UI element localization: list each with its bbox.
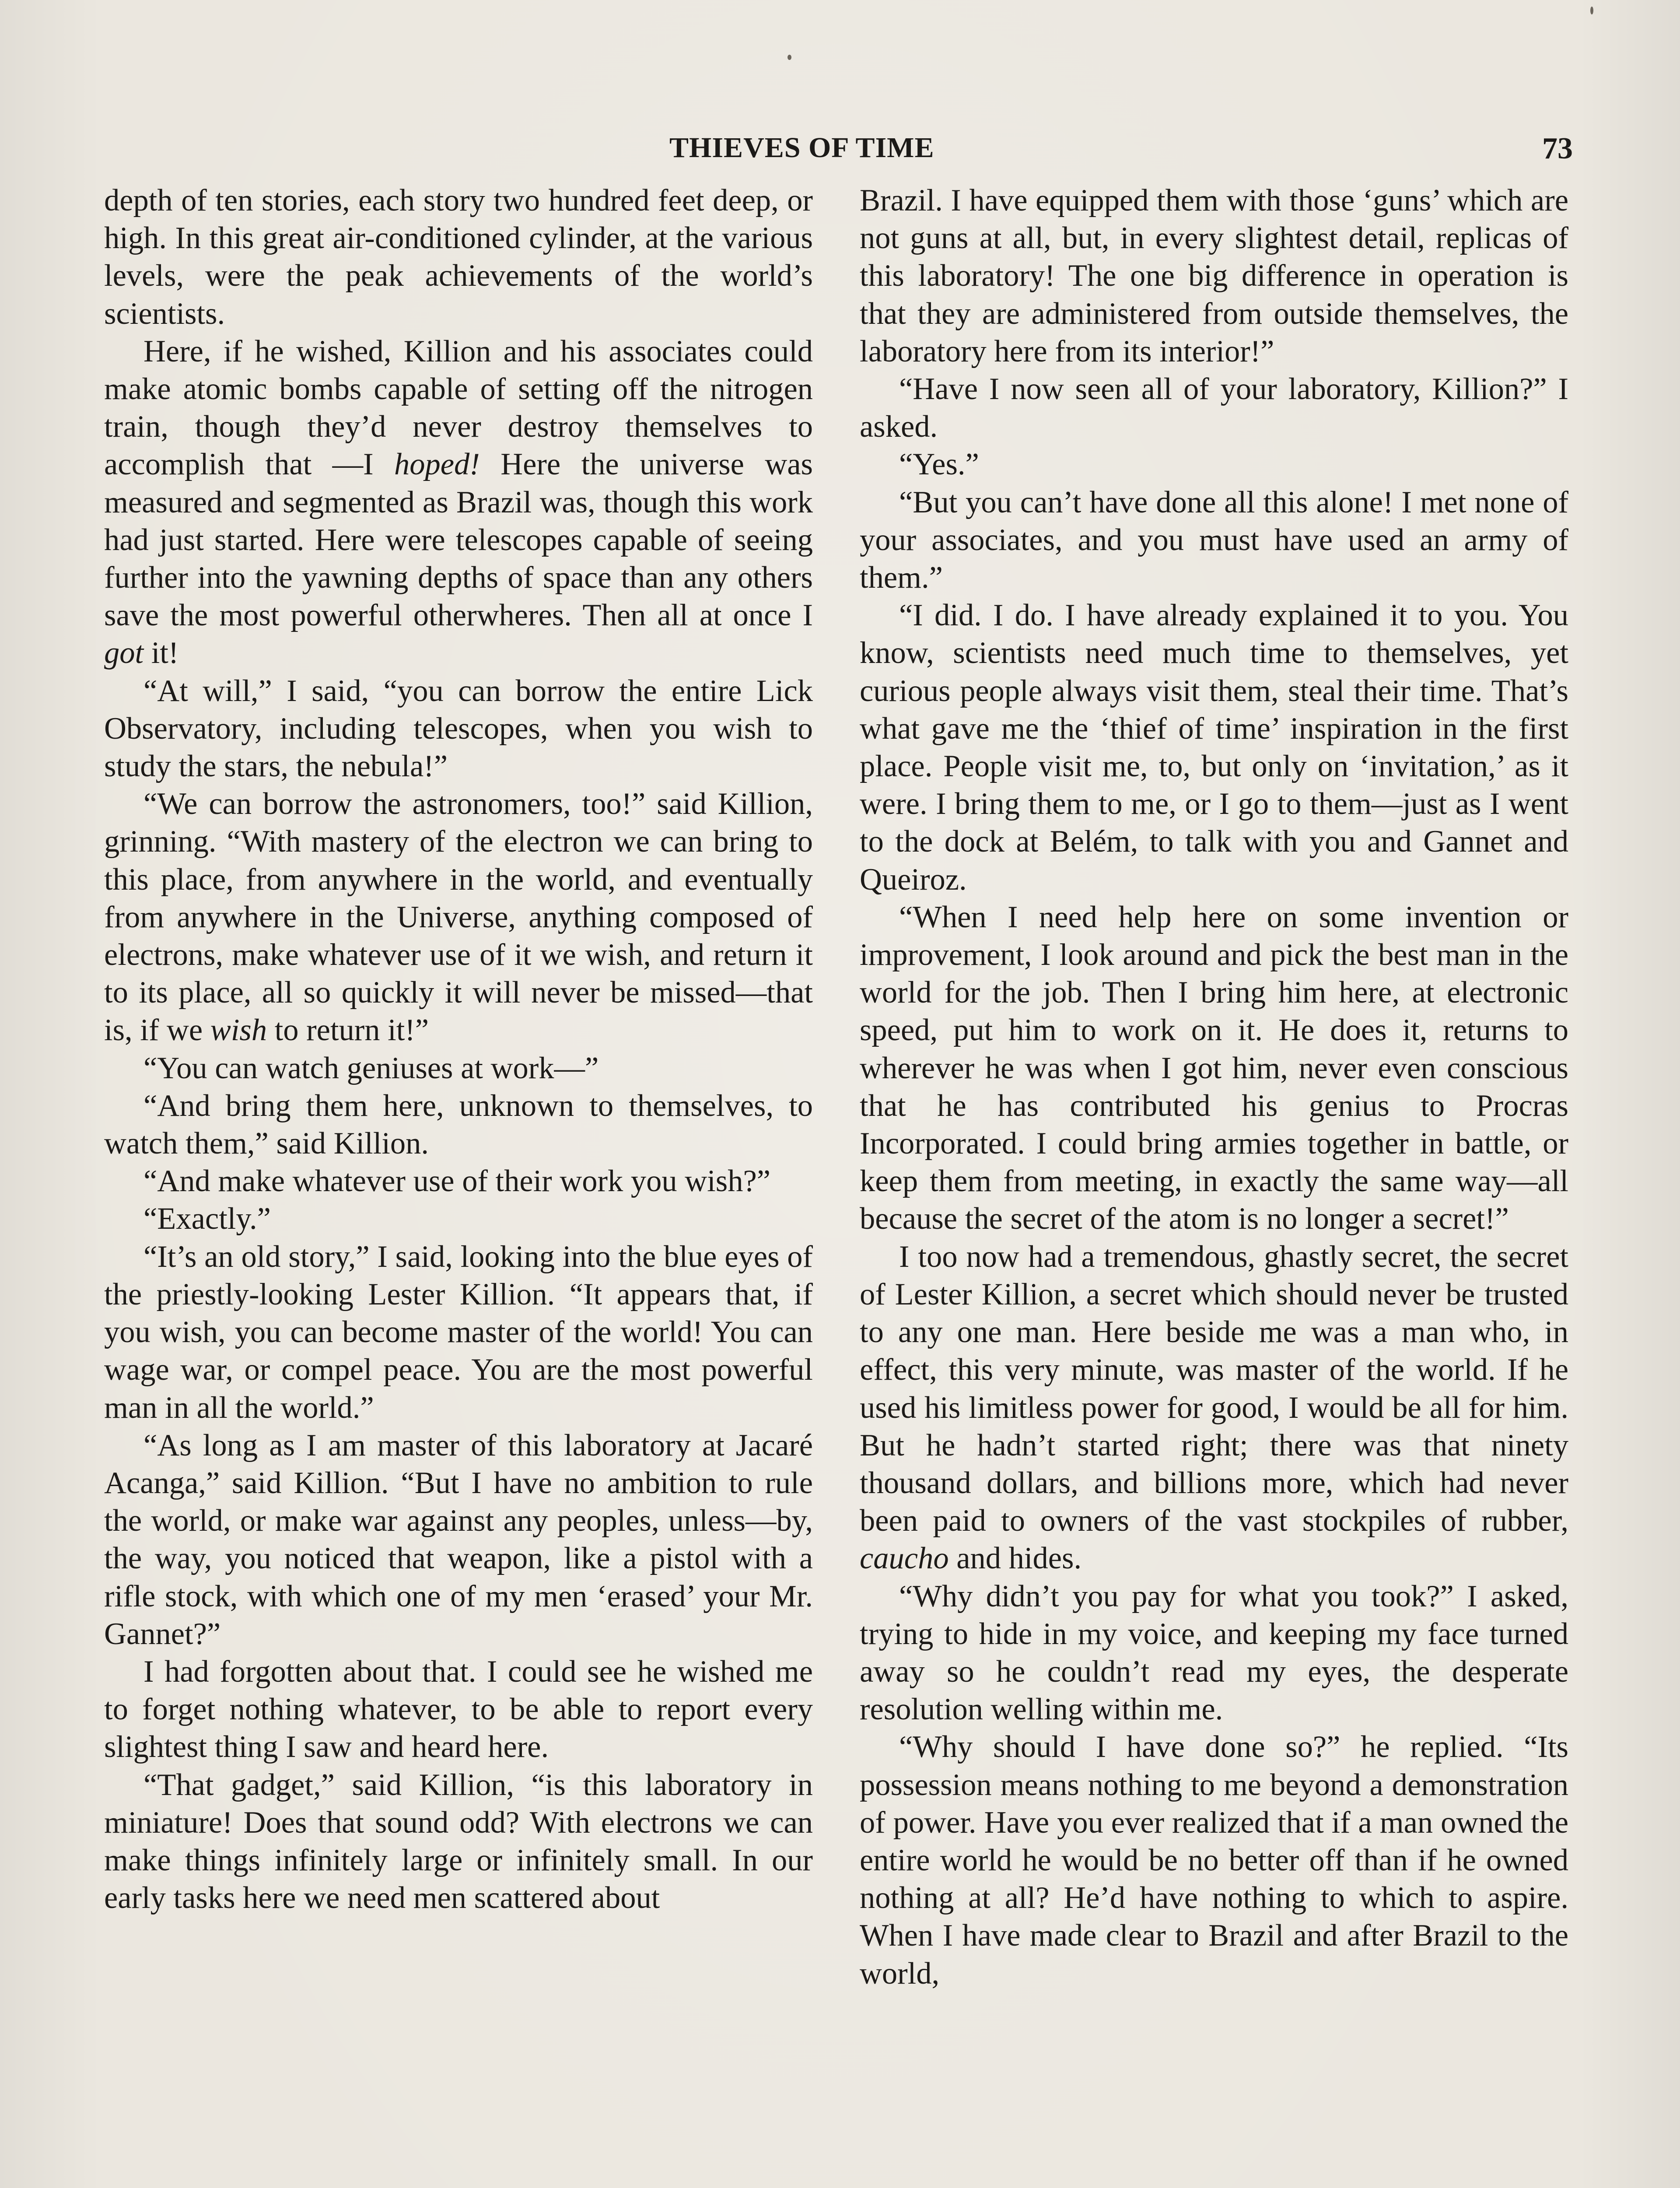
- text-run: “Exactly.”: [144, 1202, 271, 1236]
- paragraph: [104, 1049, 813, 1087]
- text-run: “We can borrow the astronomers, too!” said Killion, grinning. “With mastery of the electron we can bring to this place, from anywhere in the world, and eventually from anywhere in the Universe, anything composed of electrons, make whatever use of it we wish, and return it to its place, all so quickly it will never be missed—that is, if we: [104, 787, 813, 1048]
- text-run: “As long as I am master of this laboratory at Jacaré Acanga,” said Killion. “But I have no ambition to rule the world, or make war against any peoples, unless—by, the way, you noticed that weapon, like a pistol with a rifle stock, with which one of my men ‘erased’ your Mr. Gannet?”: [104, 1428, 813, 1651]
- page-number: 73: [1542, 132, 1573, 165]
- paragraph: [860, 1578, 1568, 1729]
- text-run: “You can watch geniuses at work—”: [144, 1051, 599, 1085]
- text-run: “When I need help here on some invention or improvement, I look around and pick the best man in the world for the job. Then I bring him here, at electronic speed, put him to work on it. He does it, returns to wherever he was when I got him, never even conscious that he has contributed his genius to Procras Incorporated. I could bring armies together in battle, or keep them from meeting, in exactly the same way—all because the secret of the atom is no longer a secret!”: [860, 900, 1568, 1236]
- paragraph: [860, 445, 1568, 483]
- text-run: “At will,” I said, “you can borrow the entire Lick Observatory, including telescopes, when you wish to study the stars, the nebula!”: [104, 673, 813, 784]
- paragraph: [860, 182, 1568, 370]
- paragraph: [860, 898, 1568, 1238]
- text-run: I had forgotten about that. I could see he wished me to forget nothing whatever, to be able to report every slightest thing I saw and heard here.: [104, 1654, 813, 1764]
- paragraph: [104, 785, 813, 1049]
- paragraph: [860, 1238, 1568, 1578]
- italic-text: hoped!: [394, 447, 480, 482]
- paragraph: [104, 1200, 813, 1238]
- text-run: I too now had a tremendous, ghastly secret, the secret of Lester Killion, a secret which should never be trusted to any one man. Here beside me was a man who, in effect, this very minute, was master of the world. If he used his limitless power for good, I would be all for him. But he hadn’t started right; there was that ninety thousand dollars, and billions more, which had never been paid to owners of the vast stockpiles of rubber,: [860, 1239, 1568, 1538]
- paragraph: [860, 596, 1568, 898]
- paragraph: [104, 1427, 813, 1653]
- ink-speck: [788, 55, 791, 60]
- text-run: Here the universe was measured and segmented as Brazil was, though this work had just started. Here were telescopes capable of seeing further into the yawning depths of space than any others save the most powerful otherwheres. Then all at once I: [104, 447, 813, 633]
- italic-text: got: [104, 636, 144, 670]
- text-run: “That gadget,” said Killion, “is this laboratory in miniature! Does that sound odd? With electrons we can make things infinitely large or infinitely small. In our early tasks here we need men scattered about: [104, 1767, 813, 1915]
- paragraph: [104, 1238, 813, 1427]
- text-run: “But you can’t have done all this alone! I met none of your associates, and you must have used an army of them.”: [860, 485, 1568, 595]
- text-run: “And make whatever use of their work you wish?”: [144, 1164, 771, 1199]
- text-run: Brazil. I have equipped them with those ‘guns’ which are not guns at all, but, in every slightest detail, replicas of this laboratory! The one big difference in operation is that they are administered from outside themselves, the laboratory here from its interior!”: [860, 183, 1568, 368]
- text-run: it!: [144, 636, 179, 670]
- text-run: “It’s an old story,” I said, looking into the blue eyes of the priestly-looking Lester Killion. “It appears that, if you wish, you can become master of the world! You can wage war, or compel peace. You are the most powerful man in all the world.”: [104, 1239, 813, 1425]
- paragraph: [104, 1087, 813, 1162]
- right-text-column: [860, 182, 1568, 1992]
- paragraph: [104, 1766, 813, 1917]
- paragraph: [104, 1162, 813, 1200]
- text-run: “Yes.”: [899, 447, 979, 482]
- text-run: “Why should I have done so?” he replied. “Its possession means nothing to me beyond a demonstration of power. Have you ever realized that if a man owned the entire world he would be no better off than if he owned nothing at all? He’d have nothing to which to aspire. When I have made clear to Brazil and after Brazil to the world,: [860, 1730, 1568, 1991]
- paragraph: [104, 1653, 813, 1766]
- paragraph: [860, 484, 1568, 597]
- left-text-column: [104, 182, 813, 1917]
- italic-text: caucho: [860, 1541, 949, 1576]
- running-title: THIEVES OF TIME: [669, 132, 934, 164]
- text-run: “Why didn’t you pay for what you took?” I asked, trying to hide in my voice, and keeping my face turned away so he couldn’t read my eyes, the desperate resolution welling within me.: [860, 1579, 1568, 1727]
- text-run: to return it!”: [267, 1013, 429, 1048]
- text-run: Here, if he wished, Killion and his associates could make atomic bombs capable of setting off the nitrogen train, though they’d never destroy themselves to accomplish that —I: [104, 334, 813, 482]
- text-run: “Have I now seen all of your laboratory, Killion?” I asked.: [860, 372, 1568, 444]
- paragraph: [860, 370, 1568, 445]
- text-run: and hides.: [948, 1541, 1082, 1576]
- italic-text: wish: [210, 1013, 267, 1048]
- ink-speck: [1590, 7, 1593, 14]
- text-run: depth of ten stories, each story two hundred feet deep, or high. In this great air-conditioned cylinder, at the various levels, were the peak achievements of the world’s scientists.: [104, 183, 813, 331]
- text-run: “And bring them here, unknown to themselves, to watch them,” said Killion.: [104, 1088, 813, 1161]
- paragraph: [104, 333, 813, 672]
- paragraph: [104, 672, 813, 785]
- paragraph: [860, 1728, 1568, 1992]
- paragraph: [104, 182, 813, 333]
- text-run: “I did. I do. I have already explained it to you. You know, scientists need much time to themselves, yet curious people always visit them, steal their time. That’s what gave me the ‘thief of time’ inspiration in the first place. People visit me, to, but only on ‘invitation,’ as it were. I bring them to me, or I go to them—just as I went to the dock at Belém, to talk with you and Gannet and Queiroz.: [860, 598, 1568, 897]
